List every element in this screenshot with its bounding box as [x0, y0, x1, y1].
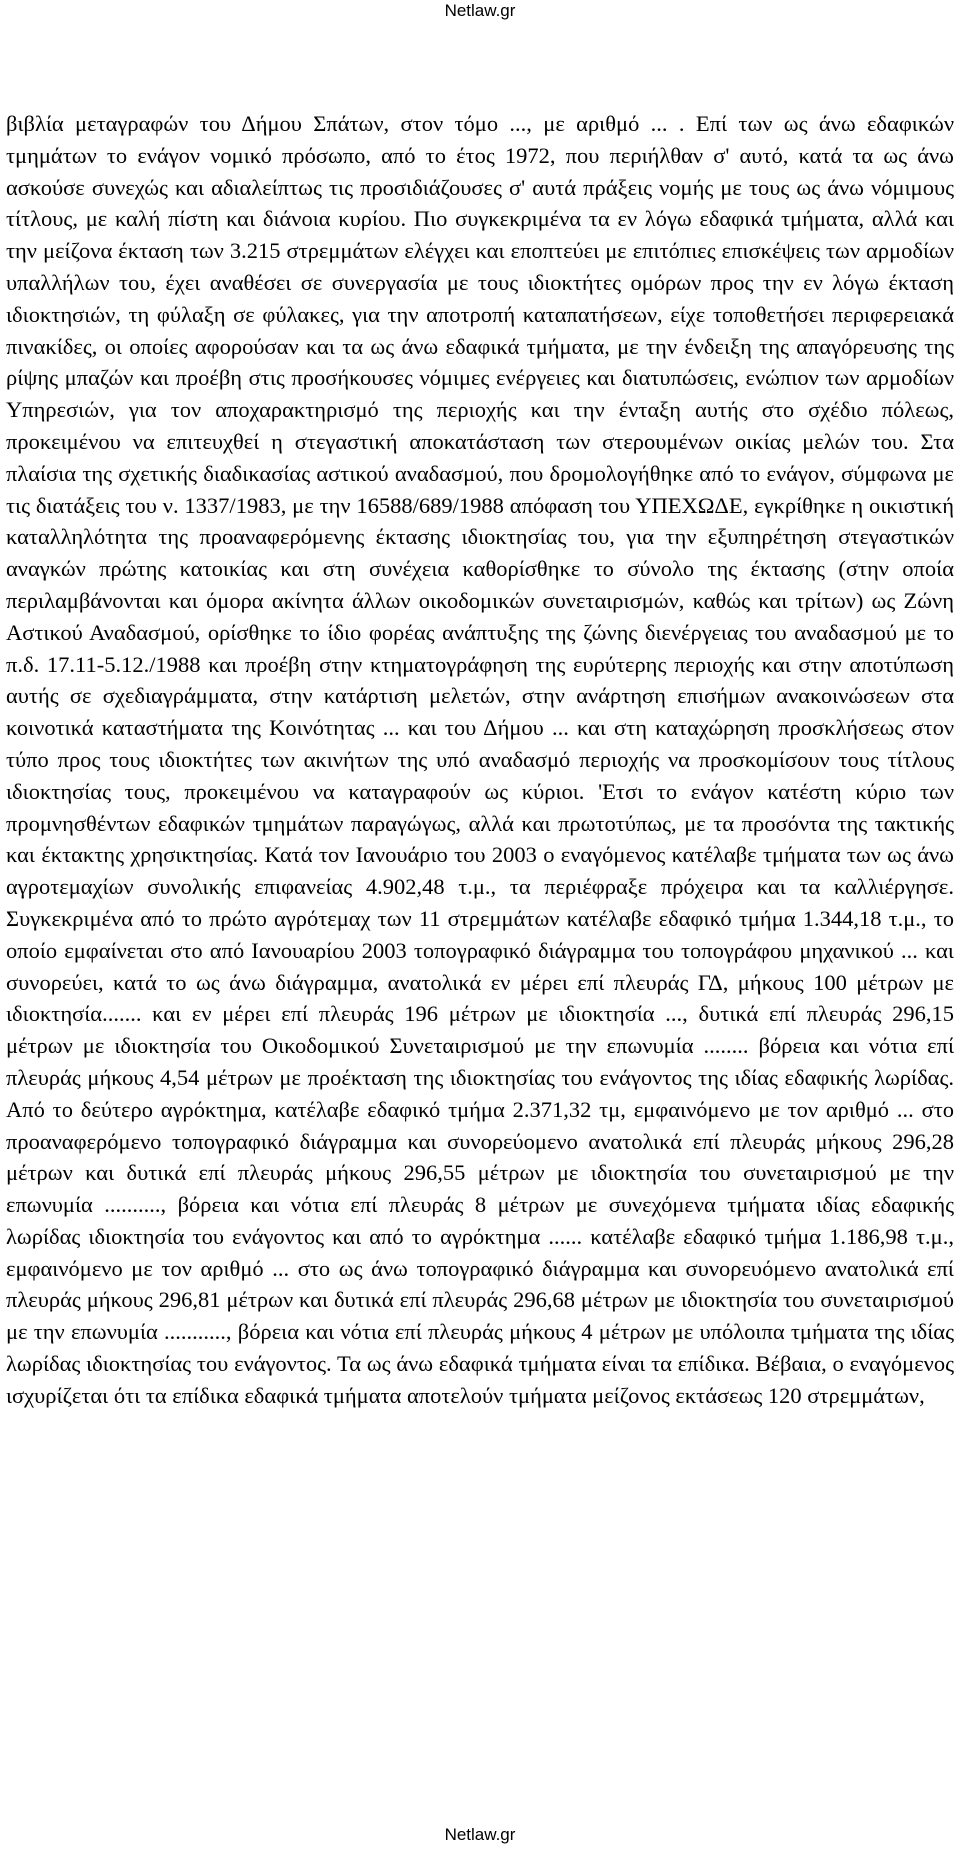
page-footer — [0, 1824, 960, 1846]
document-body-text: βιβλία μεταγραφών του Δήμου Σπάτων, στον τόμο ..., με αριθμό ... . Επί των ως άνω εδαφικών τμημάτων το ενάγον νομικό πρόσωπο, από το έτος 1972, που περιήλθαν σ' αυτό, κατά τα ως άνω ασκούσε συνεχώς και αδιαλείπτως τις προσιδιάζουσες σ' αυτά πράξεις νομής με τους ως άνω νόμιμους τίτλους, με καλή πίστη και διάνοια κυρίου. Πιο συγκεκριμένα τα εν λόγω εδαφικά τμήματα, αλλά και την μείζονα έκταση των 3.215 στρεμμάτων ελέγχει και εποπτεύει με επιτόπιες επισκέψεις των αρμοδίων υπαλλήλων του, έχει αναθέσει σε συνεργασία με τους ιδιοκτήτες ομόρων προς την εν λόγω έκταση ιδιοκτησιών, τη φύλαξη σε φύλακες, για την αποτροπή καταπατήσεων, είχε τοποθετήσει περιφερειακά πινακίδες, οι οποίες αφορούσαν και τα ως άνω εδαφικά τμήματα, με την ένδειξη της απαγόρευσης της ρίψης μπαζών και προέβη στις προσήκουσες νόμιμες ενέργειες και διατυπώσεις, ενώπιον των αρμοδίων Υπηρεσιών, για τον αποχαρακτηρισμό της περιοχής και την ένταξη αυτής στο σχέδιο πόλεως, προκειμένου να επιτευχθεί η στεγαστική αποκατάσταση των στερουμένων οικίας μελών του. Στα πλαίσια της σχετικής διαδικασίας αστικού αναδασμού, που δρομολογήθηκε από το ενάγον, σύμφωνα με τις διατάξεις του ν. 1337/1983, με την 16588/689/1988 απόφαση του ΥΠΕΧΩΔΕ, εγκρίθηκε η οικιστική καταλληλότητα της προαναφερόμενης έκτασης ιδιοκτησίας του, για την εξυπηρέτηση στεγαστικών αναγκών πρώτης κατοικίας και στη συνέχεια καθορίσθηκε το σύνολο της έκτασης (στην οποία περιλαμβάνονται και όμορα ακίνητα άλλων οικοδομικών συνεταιρισμών, καθώς και τρίτων) ως Ζώνη Αστικού Αναδασμού, ορίσθηκε το ίδιο φορέας ανάπτυξης της ζώνης διενέργειας του αναδασμού με το π.δ. 17.11-5.12./1988 και προέβη στην κτηματογράφηση της ευρύτερης περιοχής και στην αποτύπωση αυτής σε σχεδιαγράμματα, στην κατάρτιση μελετών, στην ανάρτηση επισήμων ανακοινώσεων στα κοινοτικά καταστήματα της Κοινότητας ... και του Δήμου ... και στη καταχώρηση προσκλήσεως στον τύπο προς τους ιδιοκτήτες των ακινήτων της υπό αναδασμό περιοχής να προσκομίσουν τους τίτλους ιδιοκτησίας τους, προκειμένου να καταγραφούν ως κύριοι. 'Ετσι το ενάγον κατέστη κύριο των προμνησθέντων εδαφικών τμημάτων παραγώγως, αλλά και πρωτοτύπως, με τα προσόντα της τακτικής και έκτακτης χρησικτησίας. Κατά τον Ιανουάριο του 2003 ο εναγόμενος κατέλαβε τμήματα των ως άνω αγροτεμαχίων συνολικής επιφανείας 4.902,48 τ.μ., τα περιέφραξε πρόχειρα και τα καλλιέργησε. Συγκεκριμένα από το πρώτο αγρότεμαχ των 11 στρεμμάτων κατέλαβε εδαφικό τμήμα 1.344,18 τ.μ., το οποίο εμφαίνεται στο από Ιανουαρίου 2003 τοπογραφικό διάγραμμα του τοπογράφου μηχανικού ... και συνορεύει, κατά το ως άνω διάγραμμα, ανατολικά εν μέρει επί πλευράς ΓΔ, μήκους 100 μέτρων με ιδιοκτησία....... και εν μέρει επί πλευράς 196 μέτρων με ιδιοκτησία ..., δυτικά επί πλευράς 296,15 μέτρων με ιδιοκτησία του Οικοδομικού Συνεταιρισμού με την επωνυμία ........ βόρεια και νότια επί πλευράς μήκους 4,54 μέτρων με προέκταση της ιδιοκτησίας του ενάγοντος της ιδίας εδαφικής λωρίδας. Από το δεύτερο αγρόκτημα, κατέλαβε εδαφικό τμήμα 2.371,32 τμ, εμφαινόμενο με τον αριθμό ... στο προαναφερόμενο τοπογραφικό διάγραμμα και συνορεύομενο ανατολικά επί πλευράς μήκους 296,28 μέτρων και δυτικά επί πλευράς μήκους 296,55 μέτρων με ιδιοκτησία του συνεταιρισμού με την επωνυμία .........., βόρεια και νότια επί πλευράς 8 μέτρων με συνεχόμενα τμήματα ιδίας εδαφικής λωρίδας ιδιοκτησία του ενάγοντος και από το αγρόκτημα ...... κατέλαβε εδαφικό τμήμα 1.186,98 τ.μ., εμφαινόμενο με τον αριθμό ... στο ως άνω τοπογραφικό διάγραμμα και συνορευόμενο ανατολικά επί πλευράς μήκους 296,81 μέτρων και δυτικά επί πλευράς 296,68 μέτρων με ιδιοκτησία του συνεταιρισμού με την επωνυμία ..........., βόρεια και νότια επί πλευράς μήκους 4 μέτρων με υπόλοιπα τμήματα της ιδίας λωρίδας ιδιοκτησίας του ενάγοντος. Τα ως άνω εδαφικά τμήματα είναι τα επίδικα. Βέβαια, ο εναγόμενος ισχυρίζεται ότι τα επίδικα εδαφικά τμήματα αποτελούν τμήματα μείζονος εκτάσεως 120 στρεμμάτων, — [6, 111, 954, 1408]
header-site-name: Netlaw.gr — [444, 1, 516, 20]
footer-site-name: Netlaw.gr — [444, 1825, 516, 1844]
page-header — [0, 0, 960, 22]
